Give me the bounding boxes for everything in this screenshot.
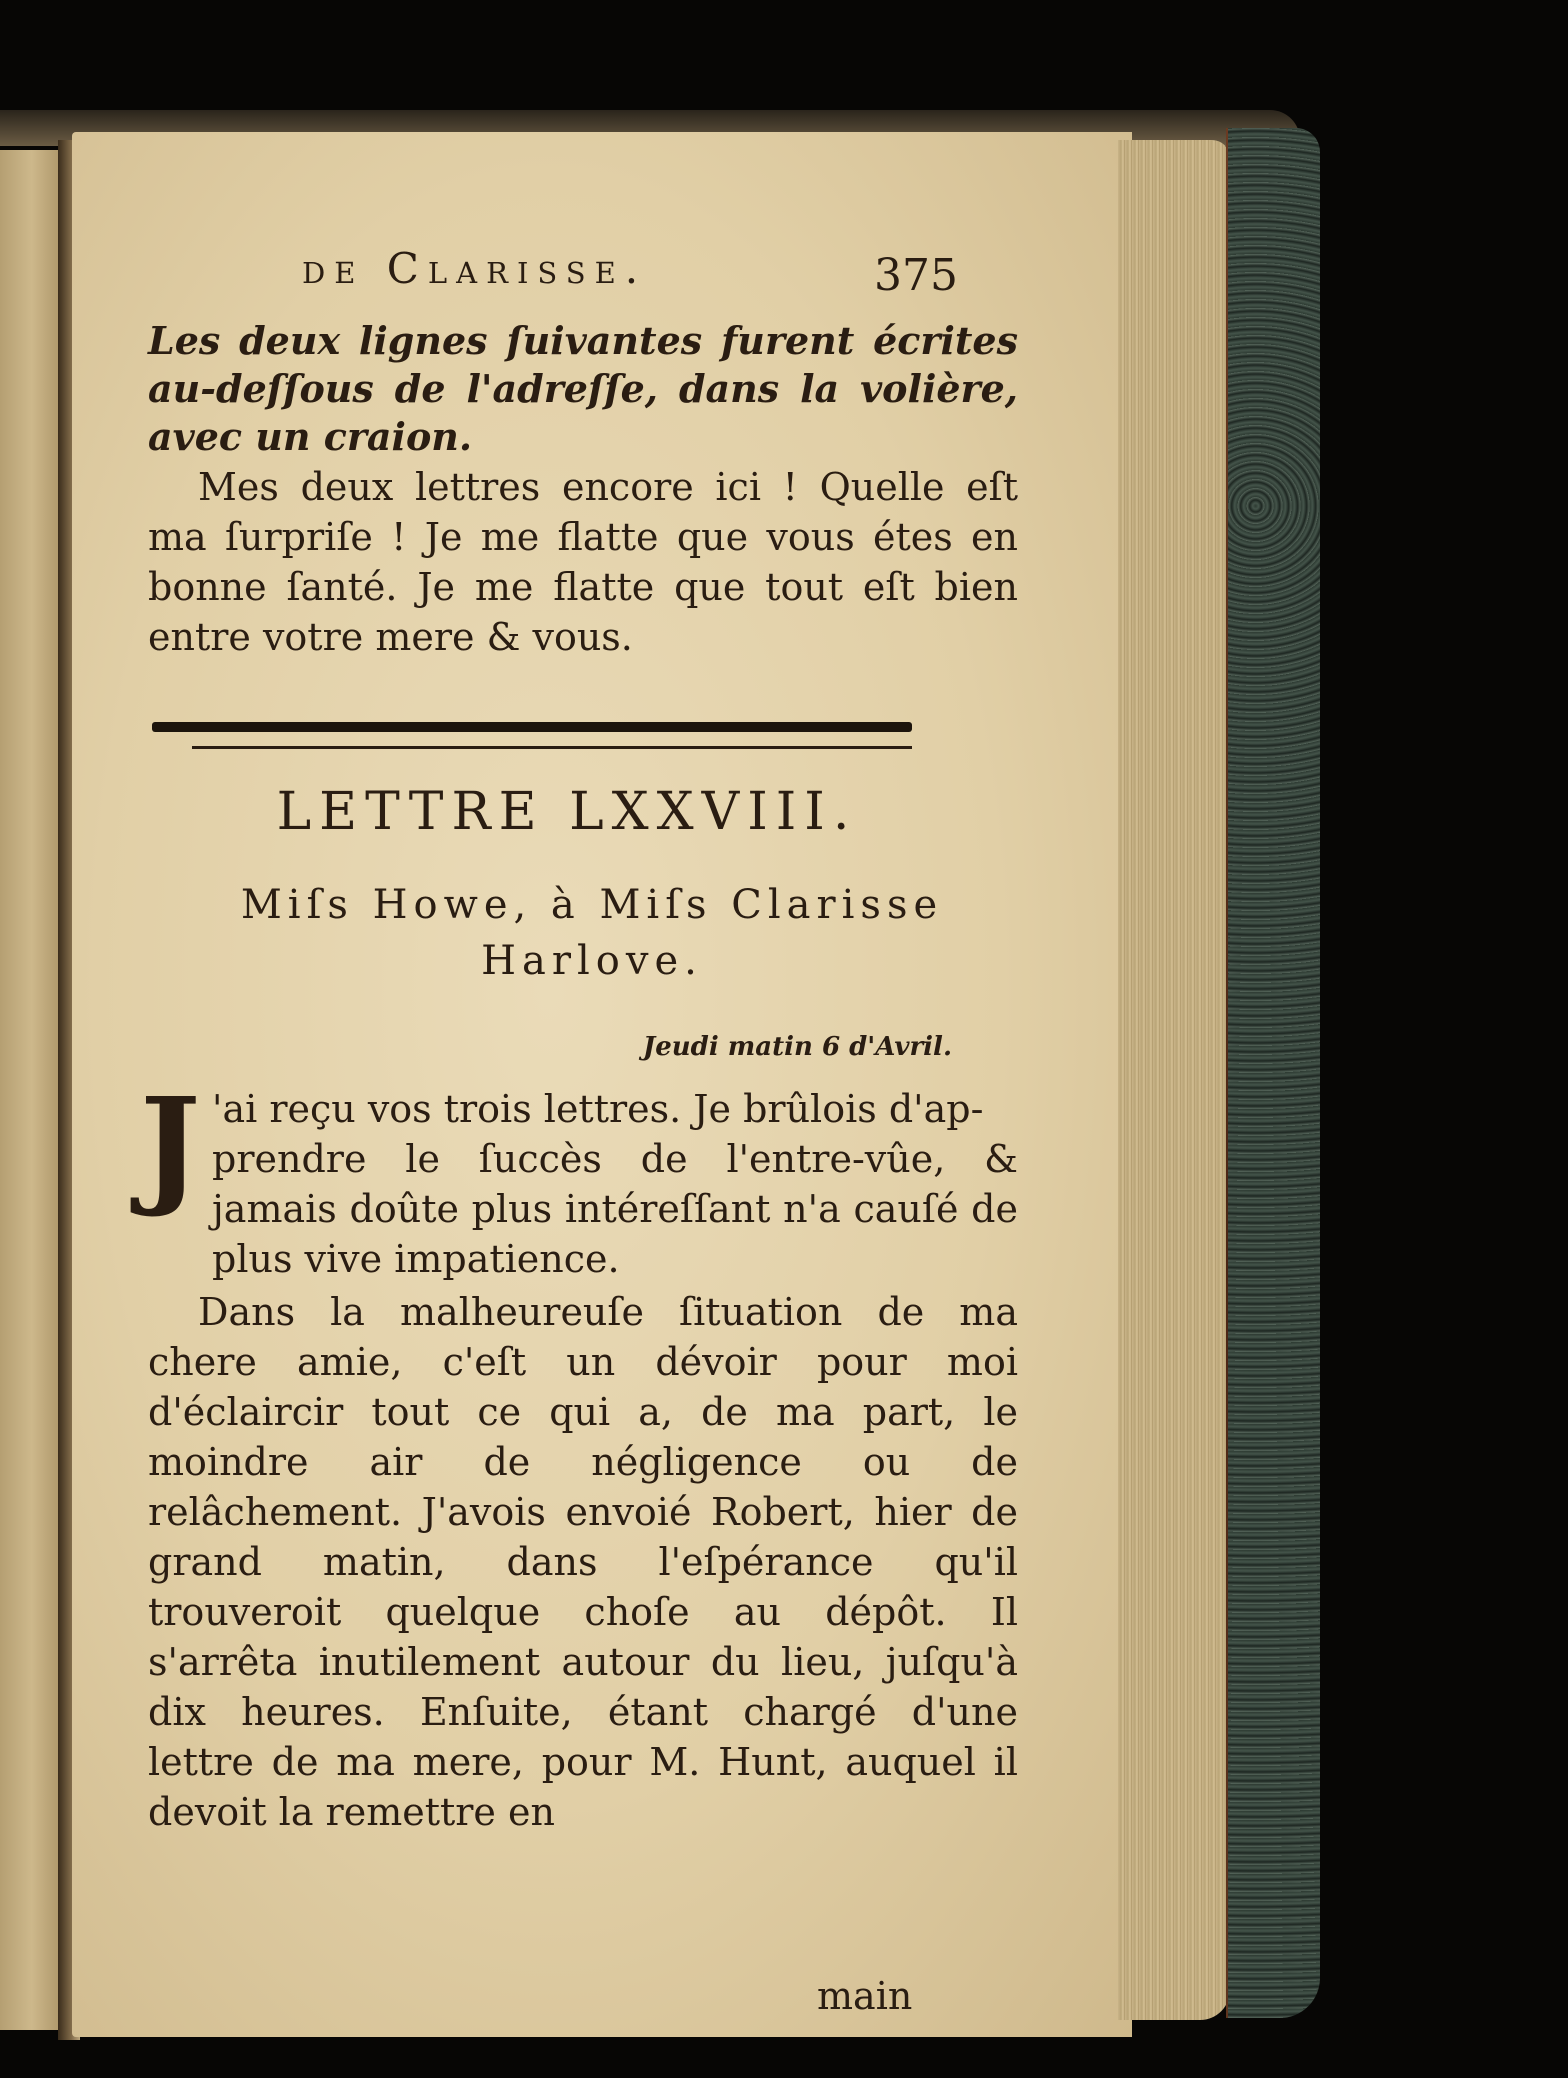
paragraph-2: [148, 1084, 1018, 1284]
page-content: [72, 132, 1132, 2037]
page-number: 375: [874, 250, 958, 301]
address-line-2: Harlove.: [481, 938, 703, 984]
letter-address: [172, 877, 1012, 989]
page-block-edges: [1118, 140, 1230, 2020]
address-line-1: Miſs Howe, à Miſs Clarisse: [240, 882, 944, 928]
paragraph-2-first-line: 'ai reçu vos trois lettres. Je brûlois d'ap-: [212, 1087, 984, 1131]
drop-cap: J: [140, 1071, 201, 1221]
italic-note: Les deux lignes ſuivantes furent écrites au-deſſous de l'adreſſe, dans la volière, avec un craion.: [148, 318, 1018, 459]
running-head: de Clarisse.: [302, 244, 648, 293]
marbled-cover: [1228, 128, 1320, 2018]
date-line: Jeudi matin 6 d'Avril.: [642, 1032, 952, 1062]
paragraph-2-rest: prendre le ſuccès de l'entre-vûe, & jamais doûte plus intéreſſant n'a cauſé de plus vive impatience.: [212, 1137, 1018, 1281]
paragraph-1: Mes deux lettres encore ici ! Quelle eſt ma ſurpriſe ! Je me flatte que vous étes en bonne ſanté. Je me flatte que tout eſt bien entre votre mere & vous.: [148, 465, 1018, 659]
ornament-rule-thick: [152, 722, 912, 732]
catchword: main: [817, 1974, 913, 2018]
paragraph-3: Dans la malheureuſe ſituation de ma chere amie, c'eſt un dévoir pour moi d'éclaircir tout ce qui a, de ma part, le moindre air de négligence ou de relâchement. J'avois envoié Robert, hier de grand matin, dans l'eſpérance qu'il trouveroit quelque choſe au dépôt. Il s'arrêta inutilement autour du lieu, juſqu'à dix heures. Enſuite, étant chargé d'une lettre de ma mere, pour M. Hunt, auquel il devoit la remettre en: [148, 1290, 1018, 1834]
letter-heading: LETTRE LXXVIII.: [276, 782, 858, 842]
ornament-rule-thin: [192, 746, 912, 749]
